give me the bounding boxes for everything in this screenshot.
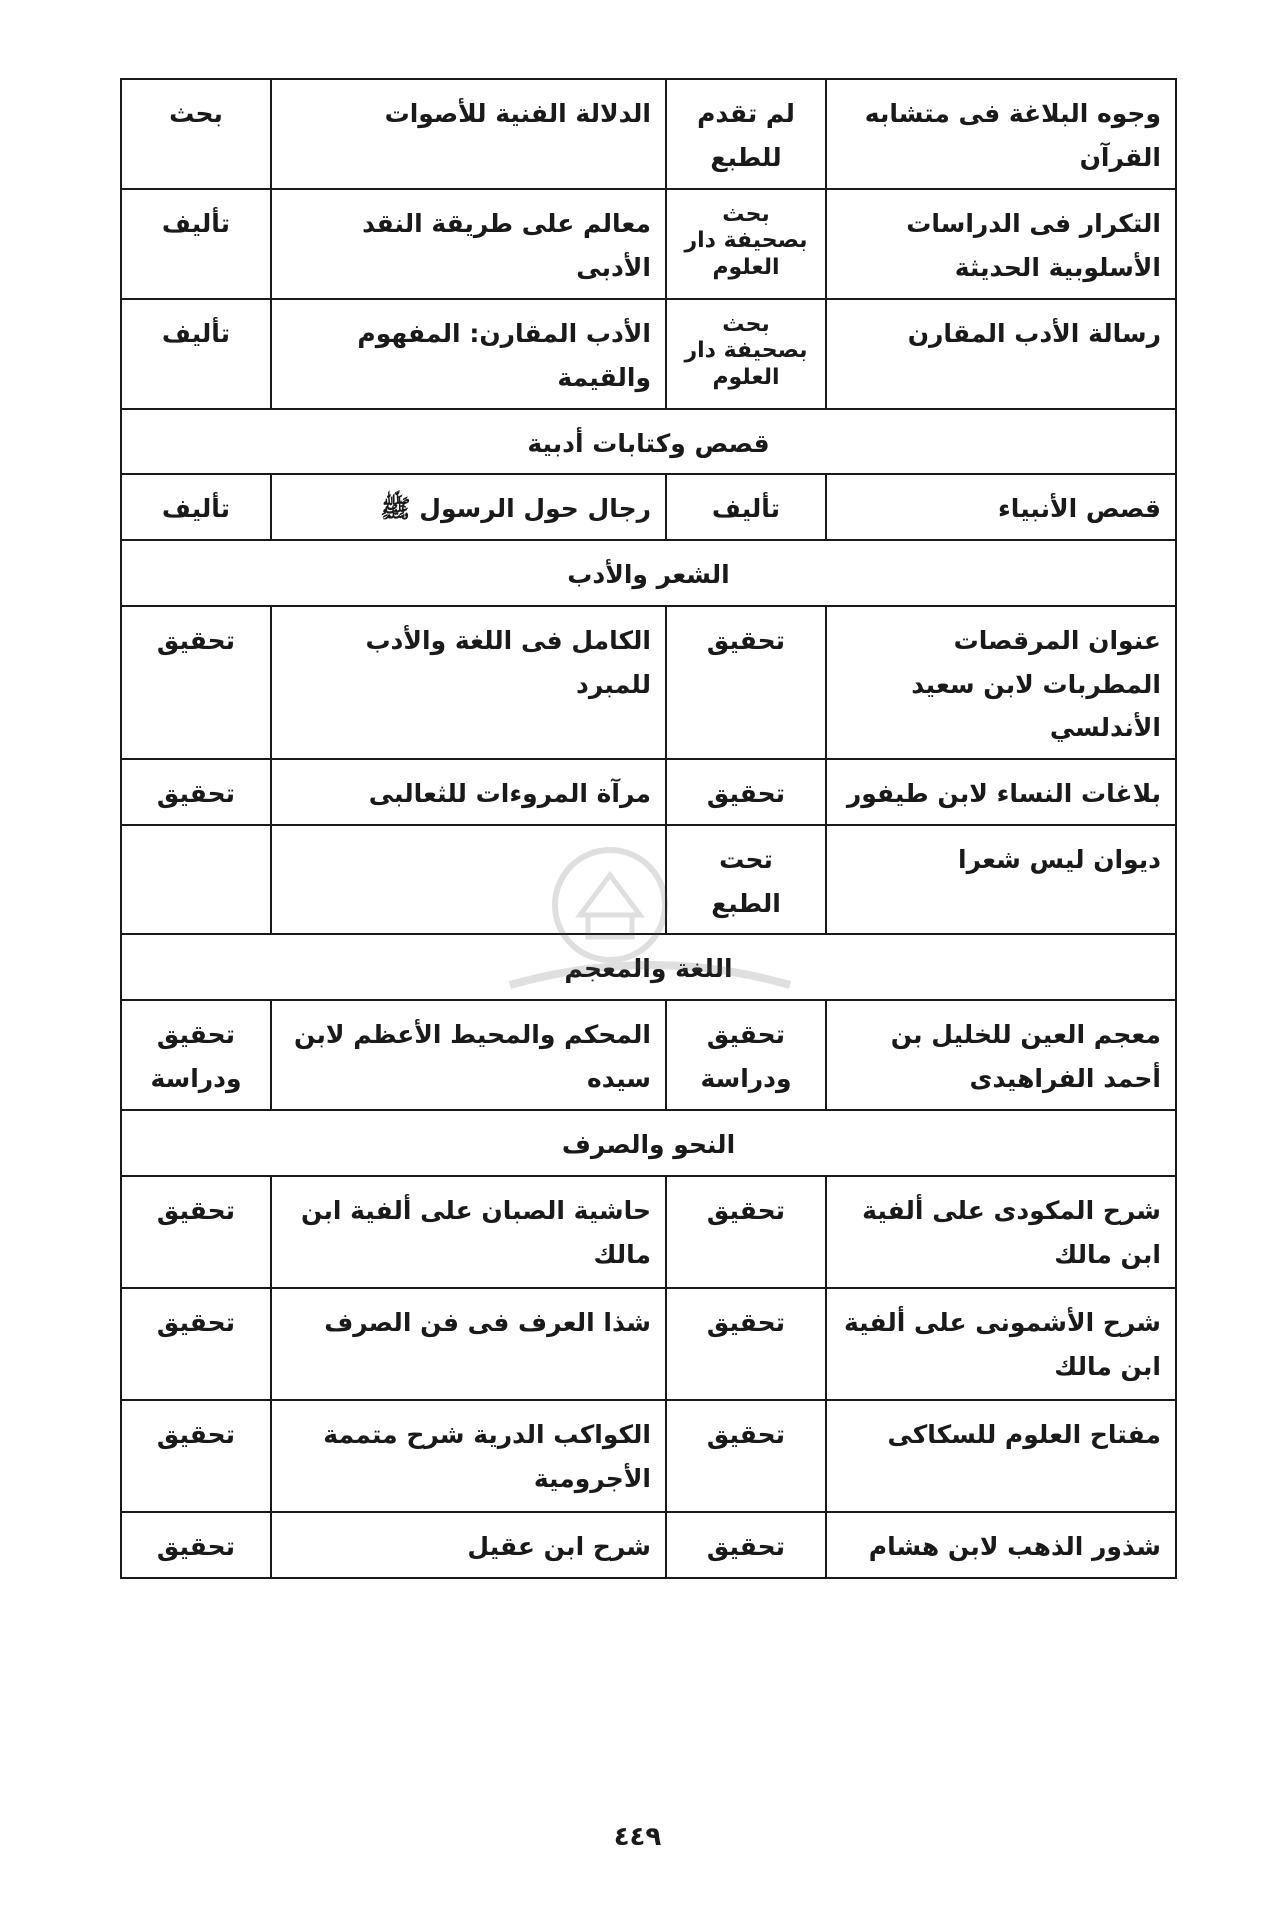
work-type: تحقيق: [666, 1288, 826, 1400]
table-row: [121, 606, 1176, 759]
work-type: تحقيق: [121, 1512, 271, 1578]
section-heading: اللغة والمعجم: [121, 934, 1176, 1000]
work-title: وجوه البلاغة فى متشابه القرآن: [826, 79, 1176, 189]
work-type: تحقيق: [666, 759, 826, 825]
work-title: بلاغات النساء لابن طيفور: [826, 759, 1176, 825]
work-type: تحقيق ودراسة: [121, 1000, 271, 1110]
work-type: تحقيق: [121, 1288, 271, 1400]
work-title: شذور الذهب لابن هشام: [826, 1512, 1176, 1578]
table-row: [121, 79, 1176, 189]
work-title: رجال حول الرسول ﷺ: [271, 474, 666, 540]
work-type: [121, 825, 271, 935]
work-title: شذا العرف فى فن الصرف: [271, 1288, 666, 1400]
work-type: تحقيق: [121, 1176, 271, 1288]
section-row: [121, 1110, 1176, 1176]
page-number: ٤٤٩: [613, 1822, 662, 1852]
work-title: التكرار فى الدراسات الأسلوبية الحديثة: [826, 189, 1176, 299]
work-type: بحث: [121, 79, 271, 189]
work-type: تحقيق: [666, 606, 826, 759]
section-row: [121, 540, 1176, 606]
work-title: الدلالة الفنية للأصوات: [271, 79, 666, 189]
table-row: [121, 1000, 1176, 1110]
work-type: تحقيق: [666, 1400, 826, 1512]
work-title: عنوان المرقصات المطربات لابن سعيد الأندلسي: [826, 606, 1176, 759]
work-type: تحقيق: [121, 606, 271, 759]
work-title: شرح ابن عقيل: [271, 1512, 666, 1578]
work-title: الكواكب الدرية شرح متممة الأجرومية: [271, 1400, 666, 1512]
work-type: تحقيق: [666, 1512, 826, 1578]
work-title: شرح الأشمونى على ألفية ابن مالك: [826, 1288, 1176, 1400]
work-title: مرآة المروءات للثعالبى: [271, 759, 666, 825]
work-title: مفتاح العلوم للسكاكى: [826, 1400, 1176, 1512]
work-title: [271, 825, 666, 935]
table-row: [121, 1288, 1176, 1400]
work-type: تحت الطبع: [666, 825, 826, 935]
work-title: ديوان ليس شعرا: [826, 825, 1176, 935]
work-type: تحقيق ودراسة: [666, 1000, 826, 1110]
work-title: رسالة الأدب المقارن: [826, 299, 1176, 409]
work-type: تحقيق: [121, 1400, 271, 1512]
work-type: بحث بصحيفة دار العلوم: [666, 189, 826, 299]
work-title: شرح المكودى على ألفية ابن مالك: [826, 1176, 1176, 1288]
table-row: [121, 825, 1176, 935]
section-heading: النحو والصرف: [121, 1110, 1176, 1176]
work-type: تحقيق: [666, 1176, 826, 1288]
work-title: الأدب المقارن: المفهوم والقيمة: [271, 299, 666, 409]
work-type: تأليف: [666, 474, 826, 540]
table-row: [121, 759, 1176, 825]
section-row: [121, 409, 1176, 475]
table-body: [121, 79, 1176, 1578]
table-row: [121, 1512, 1176, 1578]
work-type: تأليف: [121, 474, 271, 540]
work-title: معجم العين للخليل بن أحمد الفراهيدى: [826, 1000, 1176, 1110]
work-title: قصص الأنبياء: [826, 474, 1176, 540]
work-type: بحث بصحيفة دار العلوم: [666, 299, 826, 409]
table-row: [121, 1176, 1176, 1288]
section-heading: قصص وكتابات أدبية: [121, 409, 1176, 475]
work-type: تأليف: [121, 299, 271, 409]
table-row: [121, 189, 1176, 299]
work-title: معالم على طريقة النقد الأدبى: [271, 189, 666, 299]
work-type: لم تقدم للطبع: [666, 79, 826, 189]
table-row: [121, 474, 1176, 540]
work-type: تحقيق: [121, 759, 271, 825]
section-row: [121, 934, 1176, 1000]
table-row: [121, 1400, 1176, 1512]
work-title: الكامل فى اللغة والأدب للمبرد: [271, 606, 666, 759]
table-row: [121, 299, 1176, 409]
work-title: المحكم والمحيط الأعظم لابن سيده: [271, 1000, 666, 1110]
section-heading: الشعر والأدب: [121, 540, 1176, 606]
work-title: حاشية الصبان على ألفية ابن مالك: [271, 1176, 666, 1288]
bibliography-table: [120, 78, 1177, 1579]
work-type: تأليف: [121, 189, 271, 299]
